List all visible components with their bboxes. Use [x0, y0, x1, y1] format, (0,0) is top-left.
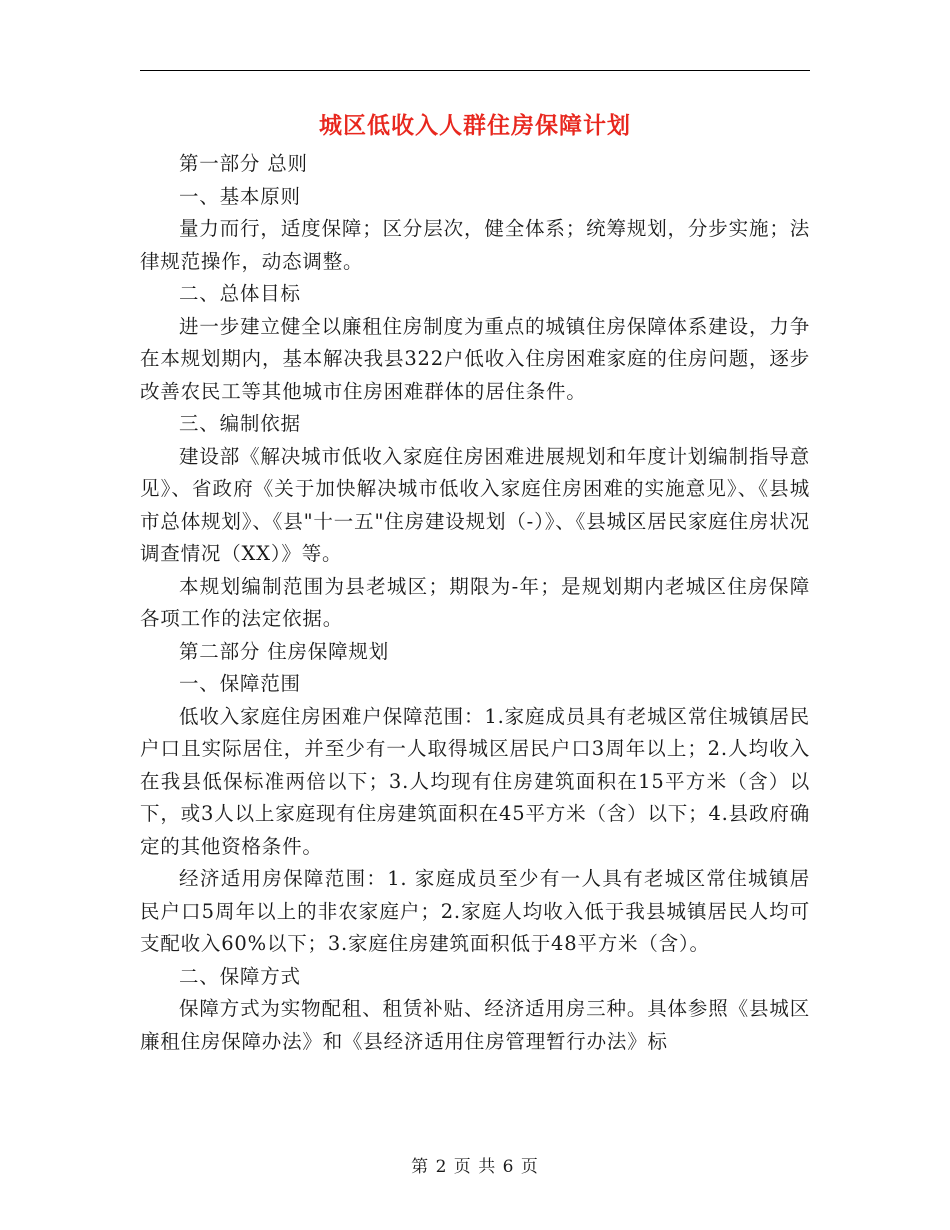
- subheading-basis: 三、编制依据: [179, 412, 301, 435]
- section-heading-part-two: 第二部分 住房保障规划: [179, 639, 389, 663]
- subheading-overall-goal: 二、总体目标: [179, 282, 301, 305]
- document-title: 城区低收入人群住房保障计划: [319, 112, 631, 139]
- paragraph-scope: 本规划编制范围为县老城区；期限为-年；是规划期内老城区住房保障各项工作的法定依据。: [140, 574, 810, 630]
- document-body: [140, 148, 810, 1058]
- subheading-basic-principles: 一、基本原则: [179, 184, 301, 208]
- header-rule: [140, 70, 810, 71]
- paragraph-affordable-housing-coverage: 经济适用房保障范围：1. 家庭成员至少有一人具有老城区常住城镇居民户口5周年以上的非农家庭户；2.家庭人均收入低于我县城镇居民人均可支配收入60%以下；3.家庭住房建筑面积低于48平方米（含）。: [140, 867, 810, 955]
- paragraph-basis: 建设部《解决城市低收入家庭住房困难进展规划和年度计划编制指导意见》、省政府《关于加快解决城市低收入家庭住房困难的实施意见》、《县城市总体规划》、《县"十一五"住房建设规划（-）》、《县城区居民家庭住房状况调查情况（XX）》等。: [140, 444, 810, 565]
- section-heading-part-one: 第一部分 总则: [179, 152, 308, 175]
- paragraph-low-income-coverage: 低收入家庭住房困难户保障范围：1.家庭成员具有老城区常住城镇居民户口且实际居住，并至少有一人取得城区居民户口3周年以上；2.人均收入在我县低保标准两倍以下；3.人均现有住房建筑面积在15平方米（含）以下，或3人以上家庭现有住房建筑面积在45平方米（含）以下；4.县政府确定的其他资格条件。: [140, 704, 810, 858]
- paragraph-principles: 量力而行，适度保障；区分层次，健全体系；统筹规划，分步实施；法律规范操作，动态调整。: [140, 217, 810, 273]
- page-number: 第 2 页 共 6 页: [411, 1157, 539, 1177]
- subheading-methods: 二、保障方式: [179, 964, 301, 988]
- paragraph-goal: 进一步建立健全以廉租住房制度为重点的城镇住房保障体系建设，力争在本规划期内，基本解决我县322户低收入住房困难家庭的住房问题，逐步改善农民工等其他城市住房困难群体的居住条件。: [140, 314, 810, 403]
- subheading-coverage: 一、保障范围: [179, 672, 301, 695]
- paragraph-methods: 保障方式为实物配租、租赁补贴、经济适用房三种。具体参照《县城区廉租住房保障办法》和《县经济适用住房管理暂行办法》标: [140, 997, 810, 1053]
